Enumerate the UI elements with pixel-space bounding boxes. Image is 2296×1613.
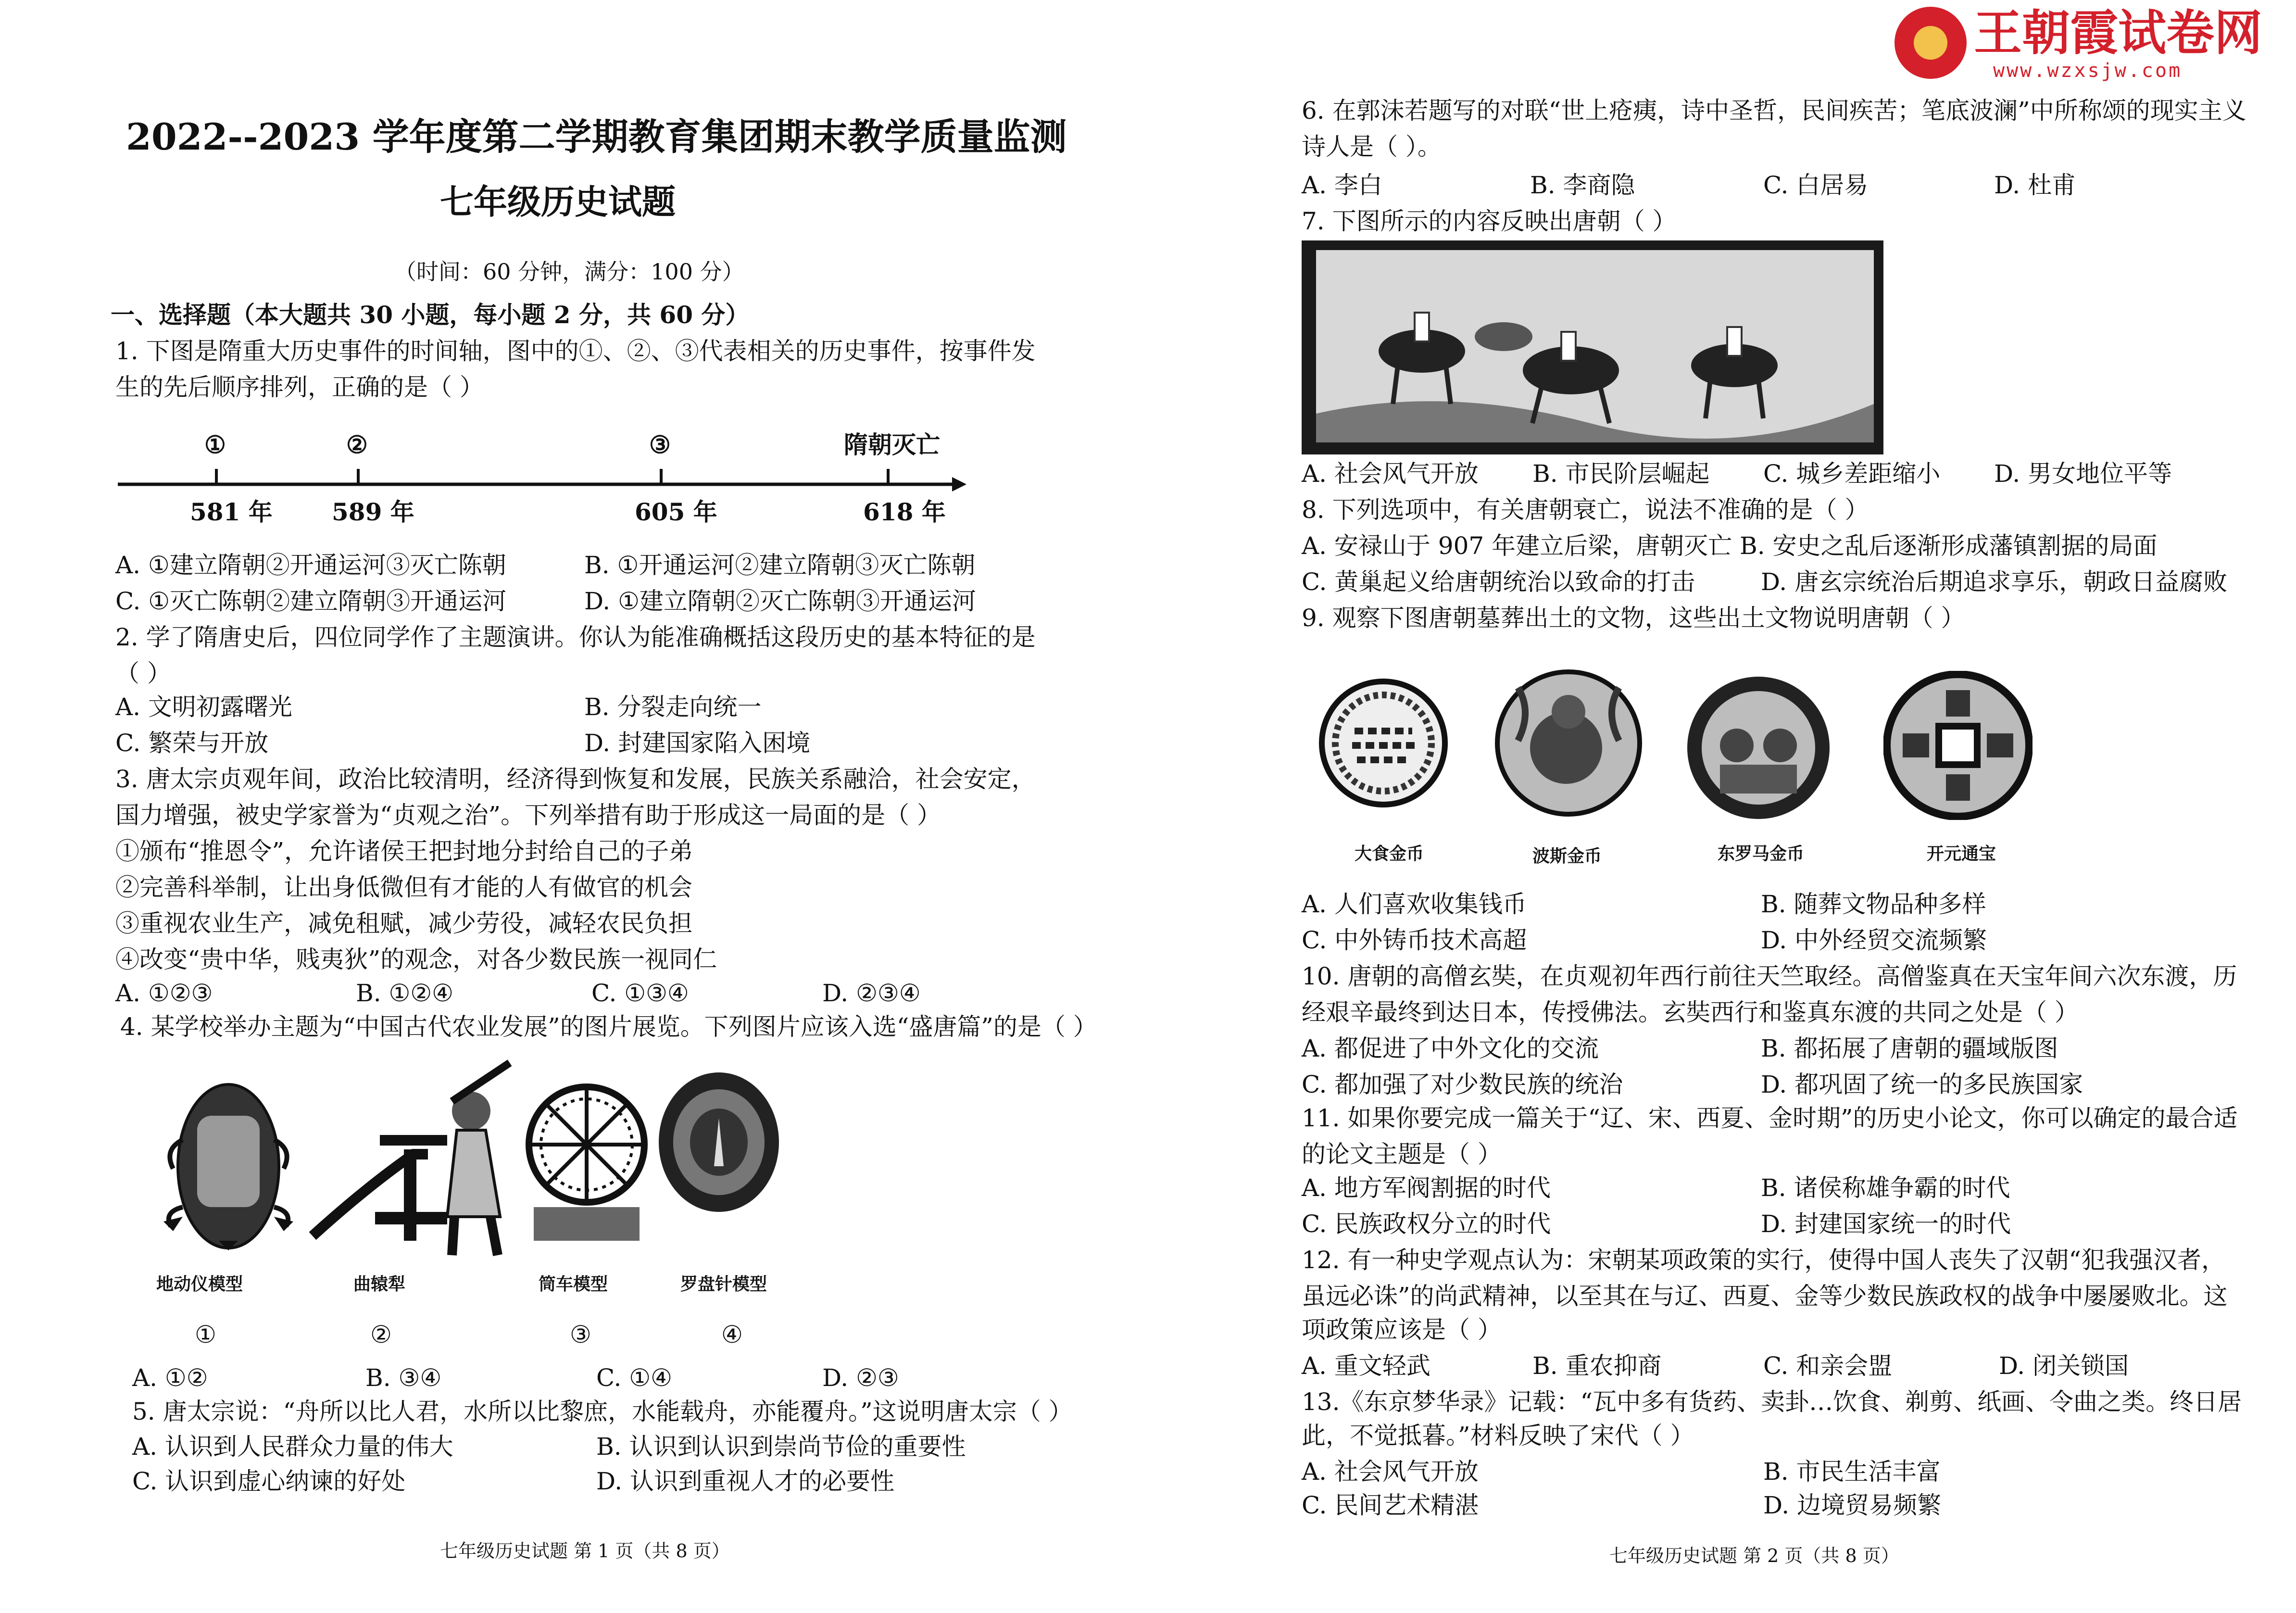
q4-option-c[interactable]: C. ①④ xyxy=(596,1364,672,1392)
q5-option-c[interactable]: C. 认识到虚心纳谏的好处 xyxy=(132,1467,406,1495)
q7-option-c[interactable]: C. 城乡差距缩小 xyxy=(1763,460,1941,488)
q6-option-a[interactable]: A. 李白 xyxy=(1302,171,1382,199)
q3-item-4: ④改变“贵中华，贱夷狄”的观念，对各少数民族一视同仁 xyxy=(115,945,717,973)
q11-option-a[interactable]: A. 地方军阀割据的时代 xyxy=(1302,1174,1551,1202)
q3-option-b[interactable]: B. ①②④ xyxy=(356,979,454,1007)
timeline-year-4: 618 年 xyxy=(863,498,946,526)
q11-stem-2: 的论文主题是（ ） xyxy=(1302,1140,1502,1168)
q1-stem-2: 生的先后顺序排列，正确的是（ ） xyxy=(115,373,484,401)
q2-option-d[interactable]: D. 封建国家陷入困境 xyxy=(584,729,811,757)
q10-option-a[interactable]: A. 都促进了中外文化的交流 xyxy=(1302,1034,1599,1062)
q11-option-c[interactable]: C. 民族政权分立的时代 xyxy=(1302,1210,1551,1238)
q8-stem: 8. 下列选项中，有关唐朝衰亡，说法不准确的是（ ） xyxy=(1302,496,1869,524)
q5-option-a[interactable]: A. 认识到人民群众力量的伟大 xyxy=(132,1433,453,1461)
timeline-mark-1: ① xyxy=(204,430,226,459)
q13-option-d[interactable]: D. 边境贸易频繁 xyxy=(1763,1491,1942,1519)
q5-option-d[interactable]: D. 认识到重视人才的必要性 xyxy=(596,1467,895,1495)
q3-item-3: ③重视农业生产，减免租赋，减少劳役，减轻农民负担 xyxy=(115,909,692,937)
q12-stem-1: 12. 有一种史学观点认为：宋朝某项政策的实行，使得中国人丧失了汉朝“犯我强汉者， xyxy=(1302,1246,2225,1274)
q9-option-a[interactable]: A. 人们喜欢收集钱币 xyxy=(1302,890,1527,918)
q13-option-a[interactable]: A. 社会风气开放 xyxy=(1302,1458,1479,1486)
brand-name: 王朝霞试卷网 xyxy=(1974,5,2262,61)
q5-stem: 5. 唐太宗说：“舟所以比人君，水所以比黎庶，水能载舟，亦能覆舟。”这说明唐太宗（ ） xyxy=(132,1398,1073,1425)
q1-option-b[interactable]: B. ①开通运河②建立隋朝③灭亡陈朝 xyxy=(584,551,976,579)
q9-option-d[interactable]: D. 中外经贸交流频繁 xyxy=(1761,926,1987,954)
q4-stem: 4. 某学校举办主题为“中国古代农业发展”的图片展览。下列图片应该入选“盛唐篇”的是（ ） xyxy=(120,1013,1097,1041)
q3-option-a[interactable]: A. ①②③ xyxy=(115,979,213,1007)
arab-gold-coin-icon xyxy=(1318,678,1448,808)
timeline-mark-4: 隋朝灭亡 xyxy=(844,430,940,459)
q6-option-b[interactable]: B. 李商隐 xyxy=(1530,171,1635,199)
q4-caption-2: 曲辕犁 xyxy=(353,1274,406,1294)
section-heading: 一、选择题（本大题共 30 小题，每小题 2 分，共 60 分） xyxy=(111,301,750,329)
exam-title: 2022--2023 学年度第二学期教育集团期末教学质量监测 xyxy=(126,115,1067,158)
q3-item-1: ①颁布“推恩令”，允许诸侯王把封地分封给自己的子弟 xyxy=(115,837,693,865)
q4-number-1: ① xyxy=(195,1321,216,1348)
q1-option-c[interactable]: C. ①灭亡陈朝②建立隋朝③开通运河 xyxy=(115,587,507,615)
q13-option-c[interactable]: C. 民间艺术精湛 xyxy=(1302,1491,1479,1519)
coin-label-3: 东罗马金币 xyxy=(1718,844,1805,864)
coin-label-4: 开元通宝 xyxy=(1927,844,1996,864)
q12-option-b[interactable]: B. 重农抑商 xyxy=(1532,1352,1662,1380)
q7-option-b[interactable]: B. 市民阶层崛起 xyxy=(1532,460,1710,488)
q13-stem-2: 此，不觉抵暮。”材料反映了宋代（ ） xyxy=(1302,1422,1694,1449)
q4-option-d[interactable]: D. ②③ xyxy=(822,1364,899,1392)
coin-label-1: 大食金币 xyxy=(1355,844,1424,864)
q10-option-c[interactable]: C. 都加强了对少数民族的统治 xyxy=(1302,1071,1623,1098)
q6-option-d[interactable]: D. 杜甫 xyxy=(1994,171,2076,199)
q10-stem-1: 10. 唐朝的高僧玄奘，在贞观初年西行前往天竺取经。高僧鉴真在天宝年间六次东渡，历 xyxy=(1302,962,2237,990)
q7-option-d[interactable]: D. 男女地位平等 xyxy=(1994,460,2172,488)
q3-option-d[interactable]: D. ②③④ xyxy=(822,979,921,1007)
page-footer: 七年级历史试题 第 2 页（共 8 页） xyxy=(1609,1545,1899,1566)
farmer-figure-icon xyxy=(433,1058,529,1260)
timeline-mark-2: ② xyxy=(346,430,368,459)
q2-option-a[interactable]: A. 文明初露曙光 xyxy=(115,693,292,721)
q4-number-4: ④ xyxy=(721,1321,743,1348)
q11-option-d[interactable]: D. 封建国家统一的时代 xyxy=(1761,1210,2011,1238)
q8-option-d[interactable]: D. 唐玄宗统治后期追求享乐，朝政日益腐败 xyxy=(1761,568,2228,596)
q6-option-c[interactable]: C. 白居易 xyxy=(1763,171,1869,199)
q1-stem-1: 1. 下图是隋重大历史事件的时间轴，图中的①、②、③代表相关的历史事件，按事件发 xyxy=(115,337,1036,365)
exam-info: （时间：60 分钟，满分：100 分） xyxy=(394,259,744,285)
q10-option-d[interactable]: D. 都巩固了统一的多民族国家 xyxy=(1761,1071,2083,1098)
q12-option-c[interactable]: C. 和亲会盟 xyxy=(1763,1352,1893,1380)
page-footer: 七年级历史试题 第 1 页（共 8 页） xyxy=(440,1540,730,1562)
q13-option-b[interactable]: B. 市民生活丰富 xyxy=(1763,1458,1941,1486)
q7-stem: 7. 下图所示的内容反映出唐朝（ ） xyxy=(1302,207,1677,235)
q3-item-2: ②完善科举制，让出身低微但有才能的人有做官的机会 xyxy=(115,873,692,901)
q12-option-d[interactable]: D. 闭关锁国 xyxy=(1999,1352,2129,1380)
q8-option-c[interactable]: C. 黄巢起义给唐朝统治以致命的打击 xyxy=(1302,568,1695,596)
compass-model-icon xyxy=(656,1070,781,1214)
q9-option-b[interactable]: B. 随葬文物品种多样 xyxy=(1761,890,1986,918)
q12-stem-3: 项政策应该是（ ） xyxy=(1302,1316,1502,1344)
q7-option-a[interactable]: A. 社会风气开放 xyxy=(1302,460,1479,488)
timeline-year-1: 581 年 xyxy=(190,498,273,526)
q13-stem-1: 13.《东京梦华录》记载：“瓦中多有货药、卖卦…饮食、剃剪、纸画、令曲之类。终日居 xyxy=(1302,1388,2242,1416)
q4-number-2: ② xyxy=(370,1321,392,1348)
q9-stem: 9. 观察下图唐朝墓葬出土的文物，这些出土文物说明唐朝（ ） xyxy=(1302,604,1965,632)
tang-painting-image xyxy=(1302,240,1883,454)
timeline-year-3: 605 年 xyxy=(635,498,717,526)
q11-stem-1: 11. 如果你要完成一篇关于“辽、宋、西夏、金时期”的历史小论文，你可以确定的最合适 xyxy=(1302,1104,2238,1132)
q6-stem-1: 6. 在郭沫若题写的对联“世上疮痍，诗中圣哲，民间疾苦；笔底波澜”中所称颂的现实主义 xyxy=(1302,97,2246,125)
q11-option-b[interactable]: B. 诸侯称雄争霸的时代 xyxy=(1761,1174,2010,1202)
coin-label-2: 波斯金币 xyxy=(1532,846,1602,866)
q3-stem-1: 3. 唐太宗贞观年间，政治比较清明，经济得到恢复和发展，民族关系融洽，社会安定， xyxy=(115,765,1036,793)
byzantine-gold-coin-icon xyxy=(1684,673,1833,822)
q4-caption-3: 筒车模型 xyxy=(539,1274,608,1294)
q4-option-b[interactable]: B. ③④ xyxy=(365,1364,442,1392)
q10-option-b[interactable]: B. 都拓展了唐朝的疆域版图 xyxy=(1761,1034,2058,1062)
q12-stem-2: 虽远必诛”的尚武精神，以至其在与辽、西夏、金等少数民族政权的战争中屡屡败北。这 xyxy=(1302,1282,2228,1310)
timeline-year-2: 589 年 xyxy=(332,498,414,526)
q2-option-c[interactable]: C. 繁荣与开放 xyxy=(115,729,269,757)
q3-option-c[interactable]: C. ①③④ xyxy=(591,979,689,1007)
persian-gold-coin-icon xyxy=(1494,668,1643,818)
q4-option-a[interactable]: A. ①② xyxy=(132,1364,208,1392)
q1-option-a[interactable]: A. ①建立隋朝②开通运河③灭亡陈朝 xyxy=(115,551,506,579)
brand-url: www.wzxsjw.com xyxy=(1993,60,2183,82)
q2-option-b[interactable]: B. 分裂走向统一 xyxy=(584,693,762,721)
q4-caption-1: 地动仪模型 xyxy=(156,1274,243,1294)
q3-stem-2: 国力增强，被史学家誉为“贞观之治”。下列举措有助于形成这一局面的是（ ） xyxy=(115,801,941,829)
q6-stem-2: 诗人是（ ）。 xyxy=(1302,133,1442,161)
seismograph-icon xyxy=(154,1063,308,1255)
q2-stem-2: （ ） xyxy=(115,659,171,687)
q9-option-c[interactable]: C. 中外铸币技术高超 xyxy=(1302,926,1527,954)
timeline-mark-3: ③ xyxy=(649,430,671,459)
q4-number-3: ③ xyxy=(570,1321,591,1348)
q4-caption-4: 罗盘针模型 xyxy=(680,1274,767,1294)
kaiyuan-coin-icon xyxy=(1883,671,2033,820)
q10-stem-2: 经艰辛最终到达日本，传授佛法。玄奘西行和鉴真东渡的共同之处是（ ） xyxy=(1302,998,2079,1026)
q2-stem-1: 2. 学了隋唐史后，四位同学作了主题演讲。你认为能准确概括这段历史的基本特征的是 xyxy=(115,623,1036,651)
q12-option-a[interactable]: A. 重文轻武 xyxy=(1302,1352,1430,1380)
q1-option-d[interactable]: D. ①建立隋朝②灭亡陈朝③开通运河 xyxy=(584,587,976,615)
q5-option-b[interactable]: B. 认识到认识到崇尚节俭的重要性 xyxy=(596,1433,966,1461)
exam-subtitle: 七年级历史试题 xyxy=(440,182,676,222)
q8-option-a-b[interactable]: A. 安禄山于 907 年建立后梁，唐朝灭亡 B. 安史之乱后逐渐形成藩镇割据的局面 xyxy=(1302,532,2158,560)
water-wheel-icon xyxy=(524,1077,649,1250)
page-2 xyxy=(1148,0,2296,1613)
